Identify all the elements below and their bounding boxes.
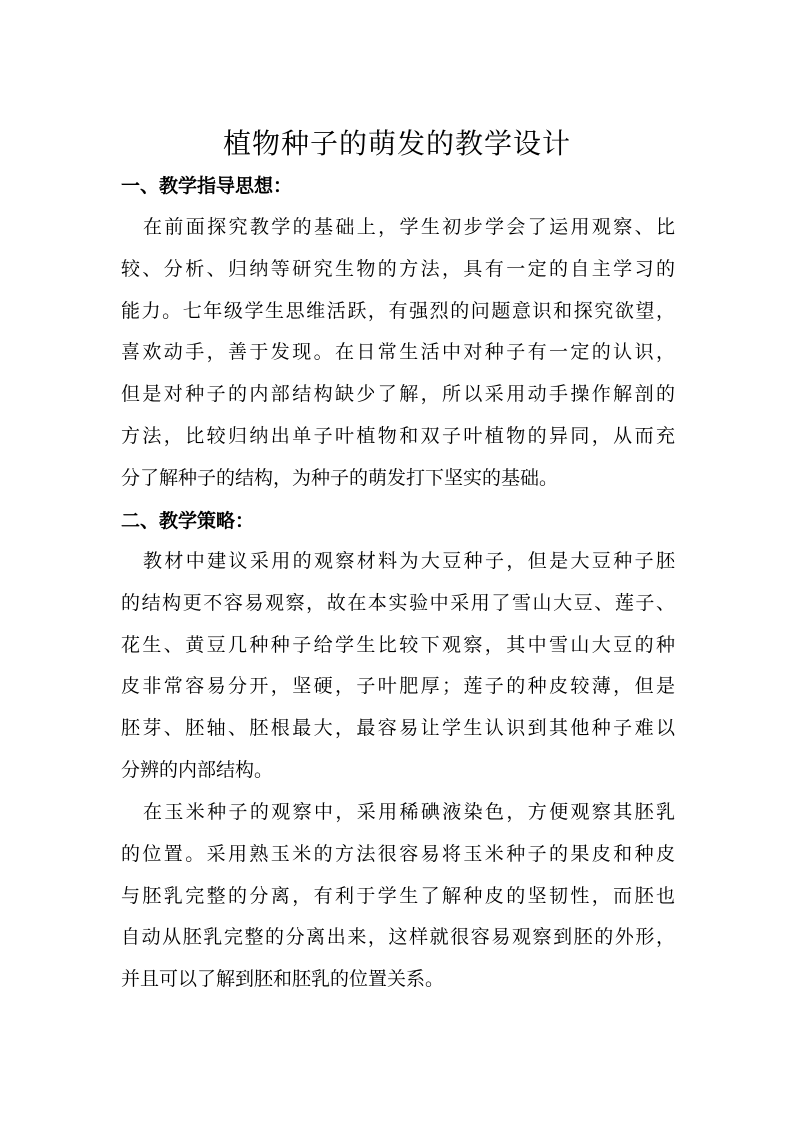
paragraph-line: 分了解种子的结构，为种子的萌发打下坚实的基础。 <box>121 466 559 489</box>
paragraph-line: 自动从胚乳完整的分离出来，这样就很容易观察到胚的外形， <box>121 926 675 949</box>
paragraph-line: 喜欢动手，善于发现。在日常生活中对种子有一定的认识， <box>121 341 675 364</box>
paragraph-line: 花生、黄豆几种种子给学生比较下观察，其中雪山大豆的种 <box>121 633 675 656</box>
paragraph-line: 在玉米种子的观察中，采用稀碘液染色，方便观察其胚乳 <box>143 801 675 823</box>
paragraph-line: 的结构更不容易观察，故在本实验中采用了雪山大豆、莲子、 <box>121 591 675 614</box>
paragraph-line: 的位置。采用熟玉米的方法很容易将玉米种子的果皮和种皮 <box>121 842 675 865</box>
paragraph-line: 方法，比较归纳出单子叶植物和双子叶植物的异同，从而充 <box>121 424 675 447</box>
paragraph-teaching-strategy-corn <box>121 792 675 1001</box>
paragraph-line: 较、分析、归纳等研究生物的方法，具有一定的自主学习的 <box>121 257 675 280</box>
paragraph-line: 能力。七年级学生思维活跃，有强烈的问题意识和探究欲望， <box>121 299 675 322</box>
paragraph-line: 皮非常容易分开，坚硬，子叶肥厚；莲子的种皮较薄，但是 <box>121 675 675 698</box>
paragraph-line: 胚芽、胚轴、胚根最大，最容易让学生认识到其他种子难以 <box>121 717 675 740</box>
paragraph-line: 并且可以了解到胚和胚乳的位置关系。 <box>121 968 445 991</box>
paragraph-line: 教材中建议采用的观察材料为大豆种子，但是大豆种子胚 <box>143 550 675 572</box>
paragraph-line: 但是对种子的内部结构缺少了解，所以采用动手操作解剖的 <box>121 383 675 406</box>
paragraph-line: 分辨的内部结构。 <box>121 758 274 781</box>
paragraph-teaching-strategy-materials <box>121 541 675 792</box>
paragraph-line: 在前面探究教学的基础上，学生初步学会了运用观察、比 <box>143 216 675 238</box>
section-heading-teaching-strategy: 二、教学策略： <box>121 510 255 532</box>
document-title: 植物种子的萌发的教学设计 <box>222 127 571 160</box>
paragraph-guiding-ideology <box>121 207 675 500</box>
paragraph-line: 与胚乳完整的分离，有利于学生了解种皮的坚韧性，而胚也 <box>121 884 675 907</box>
section-heading-guiding-ideology: 一、教学指导思想： <box>121 175 293 197</box>
